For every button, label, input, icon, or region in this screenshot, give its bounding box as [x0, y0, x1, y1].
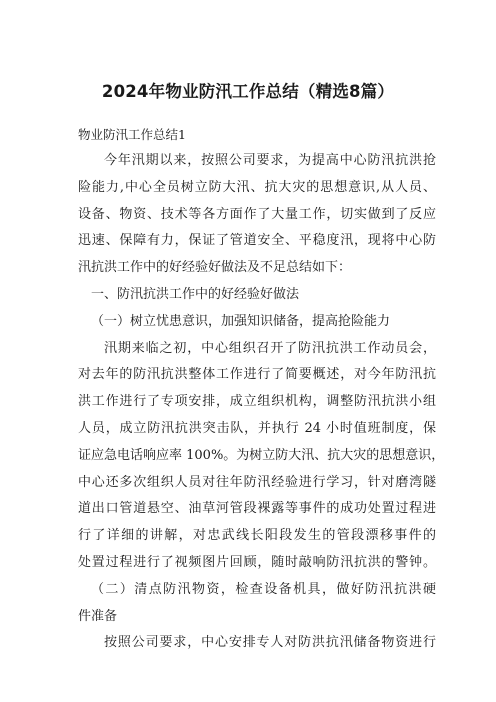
- text-line: 人员，成立防汛抗洪突击队，并执行 24 小时值班制度，保: [78, 420, 436, 436]
- text-line: 迅速、保障有力，保证了管道安全、平稳度汛，现将中心防: [78, 233, 436, 249]
- text-line: 险能力,中心全员树立防大汛、抗大灾的思想意识,从人员、: [78, 179, 436, 195]
- text-line: 今年汛期以来，按照公司要求，为提高中心防汛抗洪抢: [104, 153, 436, 168]
- document-body: [78, 148, 445, 657]
- text-line: 洪工作进行了专项安排，成立组织机构，调整防汛抗洪小组: [78, 394, 436, 410]
- section-heading: 物业防汛工作总结1: [78, 127, 186, 142]
- text-line: 中心还多次组织人员对往年防汛经验进行学习，针对磨湾隧: [78, 474, 436, 490]
- text-line: 按照公司要求，中心安排专人对防洪抗汛储备物资进行: [104, 635, 436, 651]
- text-line: 行了详细的讲解，对忠武线长阳段发生的管段漂移事件的: [78, 528, 436, 544]
- text-line: （一）树立忧患意识，加强知识储备，提高抢险能力: [91, 313, 391, 329]
- text-line: （二）清点防汛物资，检查设备机具，做好防汛抗洪硬: [91, 581, 436, 597]
- text-line: 汛抗洪工作中的好经验好做法及不足总结如下：: [78, 260, 352, 276]
- text-line: 件准备: [78, 608, 118, 624]
- text-line: 设备、物资、技术等各方面作了大量工作，切实做到了反应: [78, 206, 436, 222]
- text-line: 处置过程进行了视频图片回顾，随时敲响防汛抗洪的警钟。: [78, 554, 436, 570]
- document-title: 2024年物业防汛工作总结（精选8篇）: [101, 82, 395, 101]
- text-line: 证应急电话响应率 100%。为树立防大汛、抗大灾的思想意识，: [78, 447, 445, 463]
- text-line: 汛期来临之初，中心组织召开了防汛抗洪工作动员会，: [104, 340, 436, 356]
- text-line: 对去年的防汛抗洪整体工作进行了简要概述，对今年防汛抗: [78, 367, 436, 383]
- text-line: 一、防汛抗洪工作中的好经验好做法: [91, 286, 300, 302]
- text-line: 道出口管道悬空、油草河管段裸露等事件的成功处置过程进: [78, 501, 436, 517]
